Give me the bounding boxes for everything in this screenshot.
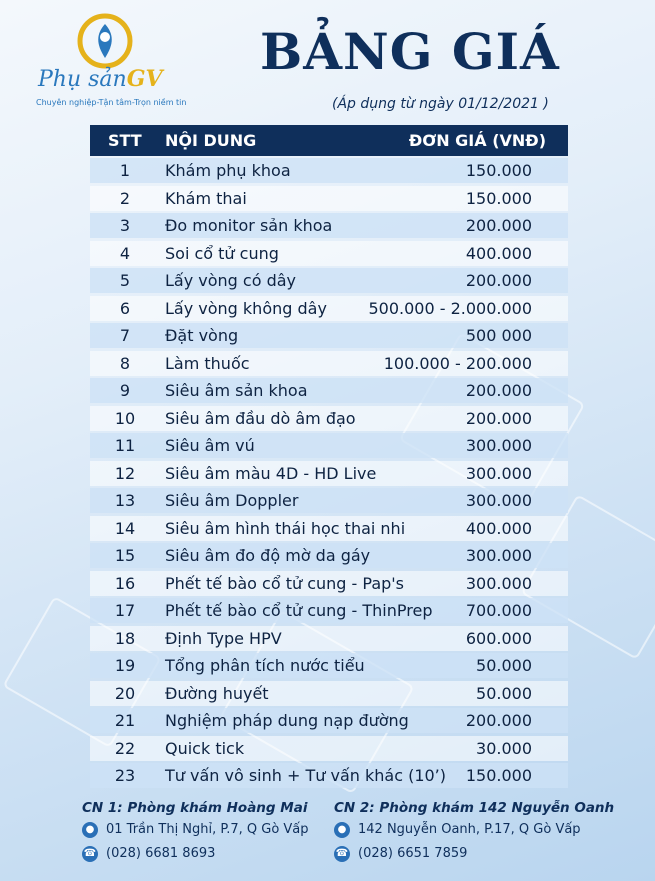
location-pin-icon: ● (334, 822, 350, 838)
service-price: 200.000 (465, 271, 532, 290)
service-name: Siêu âm màu 4D - HD Live (165, 463, 377, 483)
branch-title: CN 2: Phòng khám 142 Nguyễn Oanh (334, 800, 615, 816)
service-name: Đặt vòng (165, 326, 239, 345)
column-header-price: ĐƠN GIÁ (VNĐ) (408, 131, 546, 150)
table-row (90, 241, 568, 266)
table-row (90, 351, 568, 376)
service-price: 300.000 (465, 463, 532, 483)
service-price: 300.000 (465, 573, 532, 593)
column-header-stt: STT (108, 131, 142, 150)
brand-name-accent: GV (126, 66, 163, 92)
row-number: 21 (114, 711, 136, 730)
logo-emblem-icon (76, 12, 134, 70)
service-name: Phết tế bào cổ tử cung - Pap's (165, 573, 405, 593)
row-number: 12 (114, 463, 136, 483)
table-row (90, 433, 568, 458)
service-price: 50.000 (476, 656, 532, 675)
service-name: Đo monitor sản khoa (165, 216, 333, 235)
row-number: 20 (114, 683, 136, 703)
service-name: Khám phụ khoa (165, 161, 291, 180)
branch-title: CN 1: Phòng khám Hoàng Mai (82, 800, 308, 816)
service-price: 200.000 (465, 216, 532, 235)
table-row (90, 516, 568, 541)
table-row (90, 571, 568, 596)
brand-logo (30, 10, 187, 110)
table-row (90, 653, 568, 678)
service-price: 50.000 (476, 683, 532, 703)
price-table-header (90, 125, 568, 156)
column-header-content: NỘI DUNG (165, 131, 257, 150)
row-number: 10 (114, 408, 136, 428)
row-number: 16 (114, 573, 136, 593)
table-row (90, 323, 568, 348)
service-name: Siêu âm sản khoa (165, 381, 308, 400)
service-price: 200.000 (465, 381, 532, 400)
row-number: 14 (114, 518, 136, 538)
service-price: 30.000 (476, 738, 532, 758)
row-number: 5 (119, 271, 131, 290)
table-row (90, 461, 568, 486)
service-name: Lấy vòng không dây (165, 298, 327, 318)
branch-1 (82, 800, 309, 864)
service-price: 200.000 (465, 408, 532, 428)
service-name: Tổng phân tích nước tiểu (165, 656, 365, 675)
service-price: 100.000 - 200.000 (383, 353, 532, 373)
service-name: Phết tế bào cổ tử cung - ThinPrep (165, 601, 433, 620)
table-row (90, 681, 568, 706)
row-number: 6 (119, 298, 131, 318)
service-price: 600.000 (465, 628, 532, 648)
table-row (90, 406, 568, 431)
row-number: 4 (119, 243, 131, 263)
service-price: 400.000 (465, 243, 532, 263)
branch-phone (334, 846, 614, 864)
service-price: 300.000 (465, 491, 532, 510)
service-price: 300.000 (465, 546, 532, 565)
row-number: 23 (114, 766, 136, 785)
row-number: 1 (119, 161, 131, 180)
table-row (90, 736, 568, 761)
table-row (90, 186, 568, 211)
table-row (90, 598, 568, 623)
effective-date: (Áp dụng từ ngày 01/12/2021 ) (332, 96, 549, 112)
service-price: 150.000 (465, 766, 532, 785)
service-price: 200.000 (465, 711, 532, 730)
branch-address-text: 142 Nguyễn Oanh, P.17, Q Gò Vấp (358, 822, 581, 837)
table-row (90, 268, 568, 293)
phone-icon: ☎ (334, 846, 350, 862)
table-row (90, 763, 568, 788)
row-number: 2 (119, 188, 131, 208)
service-name: Soi cổ tử cung (165, 243, 279, 263)
table-row (90, 213, 568, 238)
brand-name (38, 66, 163, 92)
table-row (90, 378, 568, 403)
branch-address-text: 01 Trần Thị Nghỉ, P.7, Q Gò Vấp (106, 822, 309, 837)
table-row (90, 488, 568, 513)
service-name: Làm thuốc (165, 353, 250, 373)
branch-address (334, 822, 614, 840)
service-price: 700.000 (465, 601, 532, 620)
table-row (90, 158, 568, 183)
location-pin-icon: ● (82, 822, 98, 838)
table-row (90, 708, 568, 733)
table-row (90, 543, 568, 568)
row-number: 9 (119, 381, 131, 400)
brand-name-main: Phụ sản (38, 67, 127, 92)
branch-2 (334, 800, 614, 864)
service-name: Lấy vòng có dây (165, 271, 297, 290)
service-price: 300.000 (465, 436, 532, 455)
row-number: 3 (119, 216, 131, 235)
service-name: Khám thai (165, 188, 247, 208)
row-number: 11 (114, 436, 136, 455)
service-price: 400.000 (465, 518, 532, 538)
service-name: Siêu âm Doppler (165, 491, 299, 510)
service-name: Siêu âm đầu dò âm đạo (165, 408, 356, 428)
service-price: 150.000 (465, 161, 532, 180)
row-number: 8 (119, 353, 131, 373)
service-name: Định Type HPV (165, 628, 282, 648)
service-name: Siêu âm vú (165, 436, 255, 455)
phone-icon: ☎ (82, 846, 98, 862)
table-row (90, 626, 568, 651)
service-name: Nghiệm pháp dung nạp đường (165, 711, 409, 730)
service-name: Quick tick (165, 738, 245, 758)
row-number: 7 (119, 326, 131, 345)
branch-address (82, 822, 309, 840)
branch-phone-text: (028) 6651 7859 (358, 846, 468, 861)
branch-phone (82, 846, 309, 864)
row-number: 13 (114, 491, 136, 510)
page-title: BẢNG GIÁ (260, 22, 560, 81)
service-name: Siêu âm đo độ mờ da gáy (165, 546, 371, 565)
table-row (90, 296, 568, 321)
service-name: Đường huyết (165, 683, 269, 703)
branch-phone-text: (028) 6681 8693 (106, 846, 216, 861)
row-number: 17 (114, 601, 136, 620)
service-name: Siêu âm hình thái học thai nhi (165, 518, 406, 538)
service-price: 500.000 - 2.000.000 (368, 298, 532, 318)
row-number: 22 (114, 738, 136, 758)
service-price: 150.000 (465, 188, 532, 208)
row-number: 18 (114, 628, 136, 648)
row-number: 15 (114, 546, 136, 565)
row-number: 19 (114, 656, 136, 675)
service-price: 500 000 (465, 326, 532, 345)
service-name: Tư vấn vô sinh + Tư vấn khác (10’) (165, 766, 447, 785)
brand-tagline: Chuyên nghiệp-Tận tâm-Trọn niềm tin (36, 98, 187, 107)
